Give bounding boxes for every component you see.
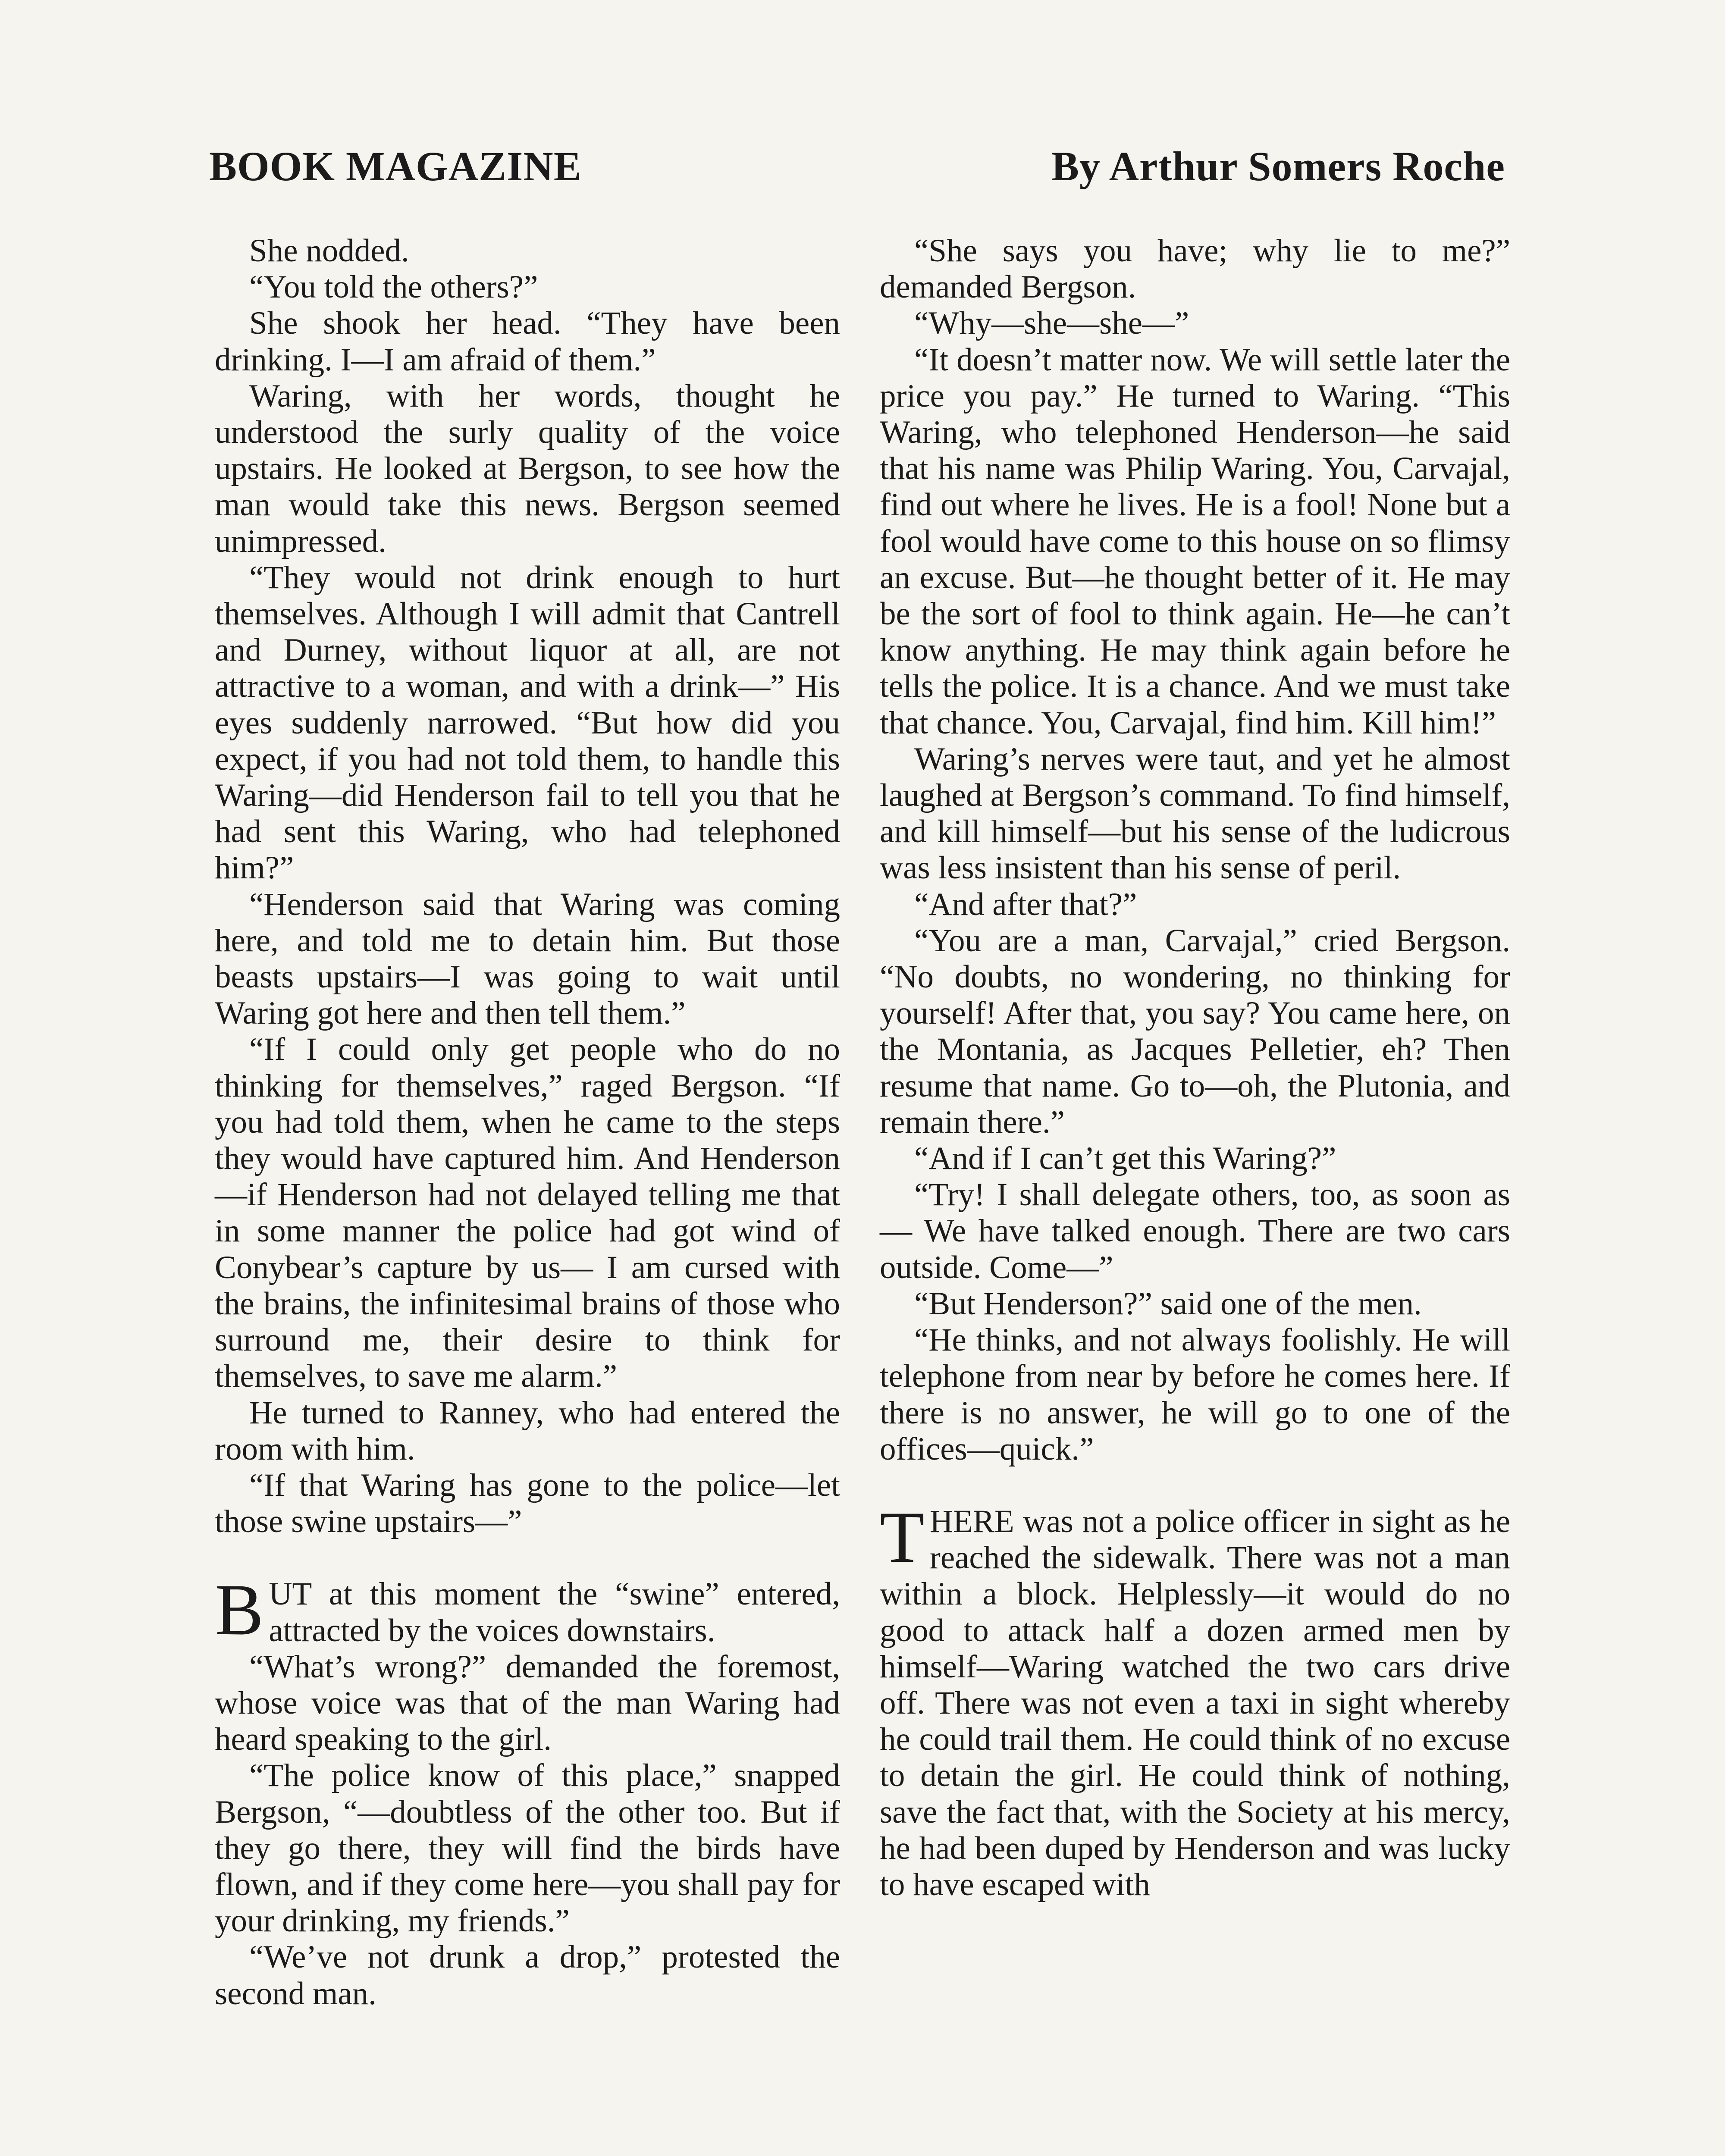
paragraph: “Try! I shall delegate others, too, as soon as— We have talked enough. There are two cars outside. Come—” — [880, 1177, 1510, 1285]
paragraph: “If I could only get people who do no thinking for themselves,” raged Bergson. “If you had told them, when he came to the steps they would have captured him. And Henderson—if Henderson had not delayed telling me that in some manner the police had got wind of Conybear’s capture by us— I am cursed with the brains, the infinitesimal brains of those who surround me, their desire to think for themselves, to save me alarm.” — [215, 1031, 840, 1395]
paragraph: “You told the others?” — [249, 269, 538, 305]
paragraph: She shook her head. “They have been drinking. I—I am afraid of them.” — [215, 305, 840, 378]
paragraph: She nodded. — [249, 233, 409, 269]
paragraph: “He thinks, and not always foolishly. He will telephone from near by before he comes here. If there is no answer, he will go to one of the offices—quick.” — [880, 1322, 1510, 1467]
drop-cap: T — [880, 1496, 925, 1578]
paragraph: “It doesn’t matter now. We will settle later the price you pay.” He turned to Waring. “This Waring, who telephoned Henderson—he said that his name was Philip Waring. You, Carvajal, find out where he lives. He is a fool! None but a fool would have come to this house on so flimsy an excuse. But—he thought better of it. He may be the sort of fool to think again. He—he can’t know anything. He may think again before he tells the police. It is a chance. And we must take that chance. You, Carvajal, find him. Kill him!” — [880, 342, 1510, 741]
section-break-paragraph — [215, 1569, 840, 1651]
running-header — [209, 142, 1505, 190]
paragraph: “What’s wrong?” demanded the foremost, whose voice was that of the man Waring had heard speaking to the girl. — [215, 1648, 840, 1758]
paragraph: “If that Waring has gone to the police—let those swine upstairs—” — [215, 1467, 840, 1540]
paragraph: “You are a man, Carvajal,” cried Bergson. “No doubts, no wondering, no thinking for yourself! After that, you say? You came here, on the Montania, as Jacques Pelletier, eh? Then resume that name. Go to—oh, the Plutonia, and remain there.” — [880, 922, 1510, 1140]
paragraph: “They would not drink enough to hurt themselves. Although I will admit that Cantrell and Durney, without liquor at all, are not attractive to a woman, and with a drink—” His eyes suddenly narrowed. “But how did you expect, if you had not told them, to handle this Waring—did Henderson fail to tell you that he had sent this Waring, who had telephoned him?” — [215, 559, 840, 886]
paragraph: “She says you have; why lie to me?” demanded Bergson. — [880, 233, 1510, 305]
paragraph: “But Henderson?” said one of the men. — [914, 1285, 1422, 1322]
paragraph: “Why—she—she—” — [914, 305, 1189, 342]
left-column — [215, 233, 840, 2012]
drop-cap: B — [215, 1569, 264, 1651]
paragraph: “And if I can’t get this Waring?” — [914, 1141, 1336, 1177]
section-break-paragraph — [880, 1496, 1510, 1903]
paragraph: Waring’s nerves were taut, and yet he almost laughed at Bergson’s command. To find himself, and kill himself—but his sense of the ludicrous was less insistent than his sense of peril. — [880, 741, 1510, 886]
paragraph: “And after that?” — [914, 886, 1137, 922]
magazine-title: BOOK MAGAZINE — [209, 143, 582, 189]
paragraph: “We’ve not drunk a drop,” protested the second man. — [215, 1939, 840, 2012]
section-text: HERE was not a police officer in sight as he reached the sidewalk. There was not a man within a block. Helplessly—it would do no good to attack half a dozen armed men by himself—Waring watched the two cars drive off. There was not even a taxi in sight whereby he could trail them. He could think of no excuse to detain the girl. He could think of nothing, save the fact that, with the Society at his mercy, he had been duped by Henderson and was lucky to have escaped with — [880, 1503, 1510, 1902]
right-column — [880, 233, 1510, 1903]
paragraph: “Henderson said that Waring was coming here, and told me to detain him. But those beasts upstairs—I was going to wait until Waring got here and then tell them.” — [215, 886, 840, 1031]
author-byline: By Arthur Somers Roche — [1051, 143, 1505, 189]
section-text: UT at this moment the “swine” entered, attracted by the voices downstairs. — [269, 1576, 840, 1648]
paragraph: “The police know of this place,” snapped Bergson, “—doubtless of the other too. But if they go there, they will find the birds have flown, and if they come here—you shall pay for your drinking, my friends.” — [215, 1758, 840, 1939]
paragraph: Waring, with her words, thought he understood the surly quality of the voice upstairs. He looked at Bergson, to see how the man would take this news. Bergson seemed unimpressed. — [215, 378, 840, 559]
paragraph: He turned to Ranney, who had entered the room with him. — [215, 1395, 840, 1467]
